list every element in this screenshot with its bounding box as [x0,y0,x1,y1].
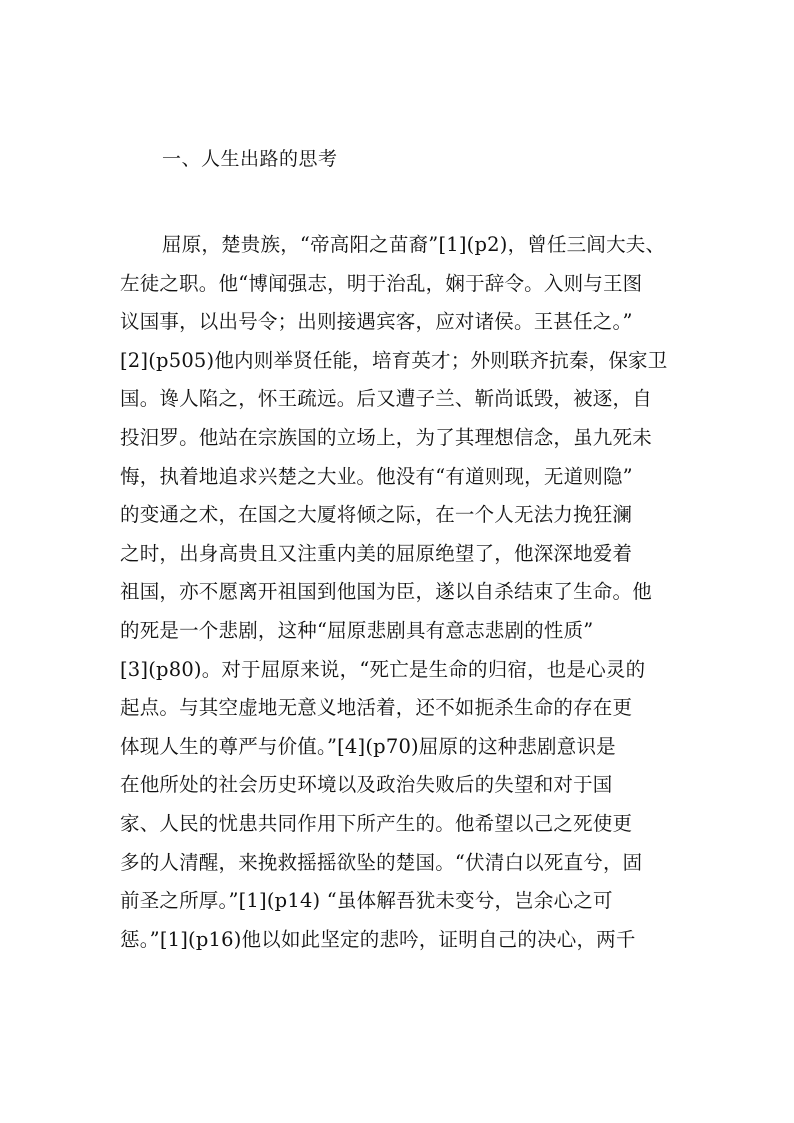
text-line: 的死是一个悲剧，这种“屈原悲剧具有意志悲剧的性质” [120,618,594,642]
text-line: 祖国，亦不愿离开祖国到他国为臣，遂以自杀结束了生命。他 [120,580,652,604]
text-line: 左徒之职。他“博闻强志，明于治乱，娴于辞令。入则与王图 [120,271,643,295]
text-line: [3](p80)。对于屈原来说，“死亡是生命的归宿，也是心灵的 [120,657,646,681]
section-heading: 一、人生出路的思考 [162,148,338,170]
text-line: 国。谗人陷之，怀王疏远。后又遭子兰、靳尚诋毁，被逐，自 [120,387,652,411]
text-line: 悔，执着地追求兴楚之大业。他没有“有道则现，无道则隐” [120,464,633,488]
text-line: 前圣之所厚。”[1](p14) “虽体解吾犹未变兮，岂余心之可 [120,889,613,913]
text-line: 多的人清醒，来挽救摇摇欲坠的楚国。“伏清白以死直兮，固 [120,850,643,874]
text-line: 体现人生的尊严与价值。”[4](p70)屈原的这种悲剧意识是 [120,734,616,758]
text-line: 投汨罗。他站在宗族国的立场上，为了其理想信念，虽九死未 [120,425,652,449]
text-line: 惩。”[1](p16)他以如此坚定的悲吟，证明自己的决心，两千 [120,927,636,951]
text-line: 家、人民的忧患共同作用下所产生的。他希望以己之死使更 [120,811,633,835]
text-line: 之时，出身高贵且又注重内美的屈原绝望了，他深深地爱着 [120,541,633,565]
text-line: 在他所处的社会历史环境以及政治失败后的失望和对于国 [120,773,613,797]
text-line: 议国事，以出号令；出则接遇宾客，应对诸侯。王甚任之。” [120,310,633,334]
text-line: 起点。与其空虚地无意义地活着，还不如扼杀生命的存在更 [120,696,633,720]
text-line: [2](p505)他内则举贤任能，培育英才；外则联齐抗秦，保家卫 [120,348,668,372]
body-paragraph [120,226,680,959]
text-line: 屈原，楚贵族，“帝高阳之苗裔”[1](p2)，曾任三闾大夫、 [162,233,666,256]
text-line: 的变通之术，在国之大厦将倾之际，在一个人无法力挽狂澜 [120,503,633,527]
